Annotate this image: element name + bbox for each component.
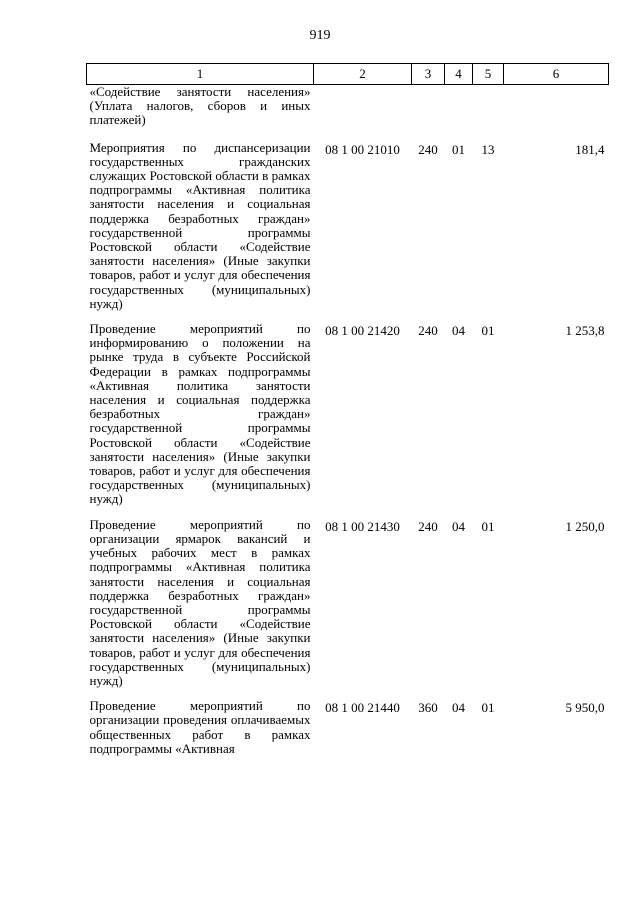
budget-table xyxy=(86,63,609,766)
row-subsection: 01 xyxy=(481,518,495,534)
row-subsection: 13 xyxy=(481,141,495,157)
row-description: Проведение мероприятий по информированию о положении на рынке труда в субъекте Российской Федерации в рамках подпрограммы «Активная политика занятости населения и социальная поддержка безработных граждан» государственной программы Ростовской области «Содействие занятости населения» (Иные закупки товаров, работ и услуг для обеспечения государственных (муниципальных) нужд) xyxy=(89,321,311,507)
page-number: 919 xyxy=(309,28,331,43)
row-target-code: 08 1 00 21430 xyxy=(325,518,400,534)
row-amount: 181,4 xyxy=(575,141,605,157)
column-header-4: 4 xyxy=(445,64,473,85)
row-target-code: 08 1 00 21420 xyxy=(325,323,400,339)
row-amount: 1 250,0 xyxy=(565,518,605,534)
row-target-code: 08 1 00 21440 xyxy=(325,700,400,716)
row-section: 04 xyxy=(452,700,465,716)
table-row xyxy=(87,517,609,698)
header-row xyxy=(87,64,609,85)
row-subsection: 01 xyxy=(481,323,495,339)
table-body xyxy=(87,85,609,766)
table-row xyxy=(87,698,609,766)
row-expense-type: 240 xyxy=(418,141,438,157)
table-row xyxy=(87,321,609,517)
row-section: 01 xyxy=(452,141,465,157)
row-description: Проведение мероприятий по организации ярмарок вакансий и учебных рабочих мест в рамках подпрограммы «Активная политика занятости населения и социальная поддержка безработных граждан» государственной программы Ростовской области «Содействие занятости населения» (Иные закупки товаров, работ и услуг для обеспечения государственных (муниципальных) нужд) xyxy=(89,516,311,688)
row-amount: 5 950,0 xyxy=(565,700,605,716)
row-description: Мероприятия по диспансеризации государственных гражданских служащих Ростовской области в рамках подпрограммы «Активная политика занятости населения и социальная поддержка безработных граждан» государственной программы Ростовской области «Содействие занятости населения» (Иные закупки товаров, работ и услуг для обеспечения государственных (муниципальных) нужд) xyxy=(89,139,311,311)
table-row xyxy=(87,140,609,321)
row-amount: 1 253,8 xyxy=(565,323,605,339)
row-amount xyxy=(504,85,609,140)
column-header-2: 2 xyxy=(314,64,412,85)
row-subsection: 01 xyxy=(481,700,495,716)
row-section xyxy=(445,85,473,140)
row-expense-type: 360 xyxy=(418,700,438,716)
row-target-code: 08 1 00 21010 xyxy=(325,141,400,157)
table-row xyxy=(87,85,609,140)
column-header-6: 6 xyxy=(504,64,609,85)
row-section: 04 xyxy=(452,323,465,339)
column-header-5: 5 xyxy=(473,64,504,85)
row-subsection xyxy=(473,85,504,140)
column-header-3: 3 xyxy=(412,64,445,85)
row-expense-type xyxy=(412,85,445,140)
row-description: Проведение мероприятий по организации проведения оплачиваемых общественных работ в рамках подпрограммы «Активная xyxy=(89,698,311,756)
row-expense-type: 240 xyxy=(418,323,438,339)
table-header xyxy=(87,64,609,85)
row-expense-type: 240 xyxy=(418,518,438,534)
column-header-1: 1 xyxy=(87,64,314,85)
row-section: 04 xyxy=(452,518,465,534)
row-target-code xyxy=(314,85,412,140)
row-description: «Содействие занятости населения» (Уплата налогов, сборов и иных платежей) xyxy=(89,84,311,128)
